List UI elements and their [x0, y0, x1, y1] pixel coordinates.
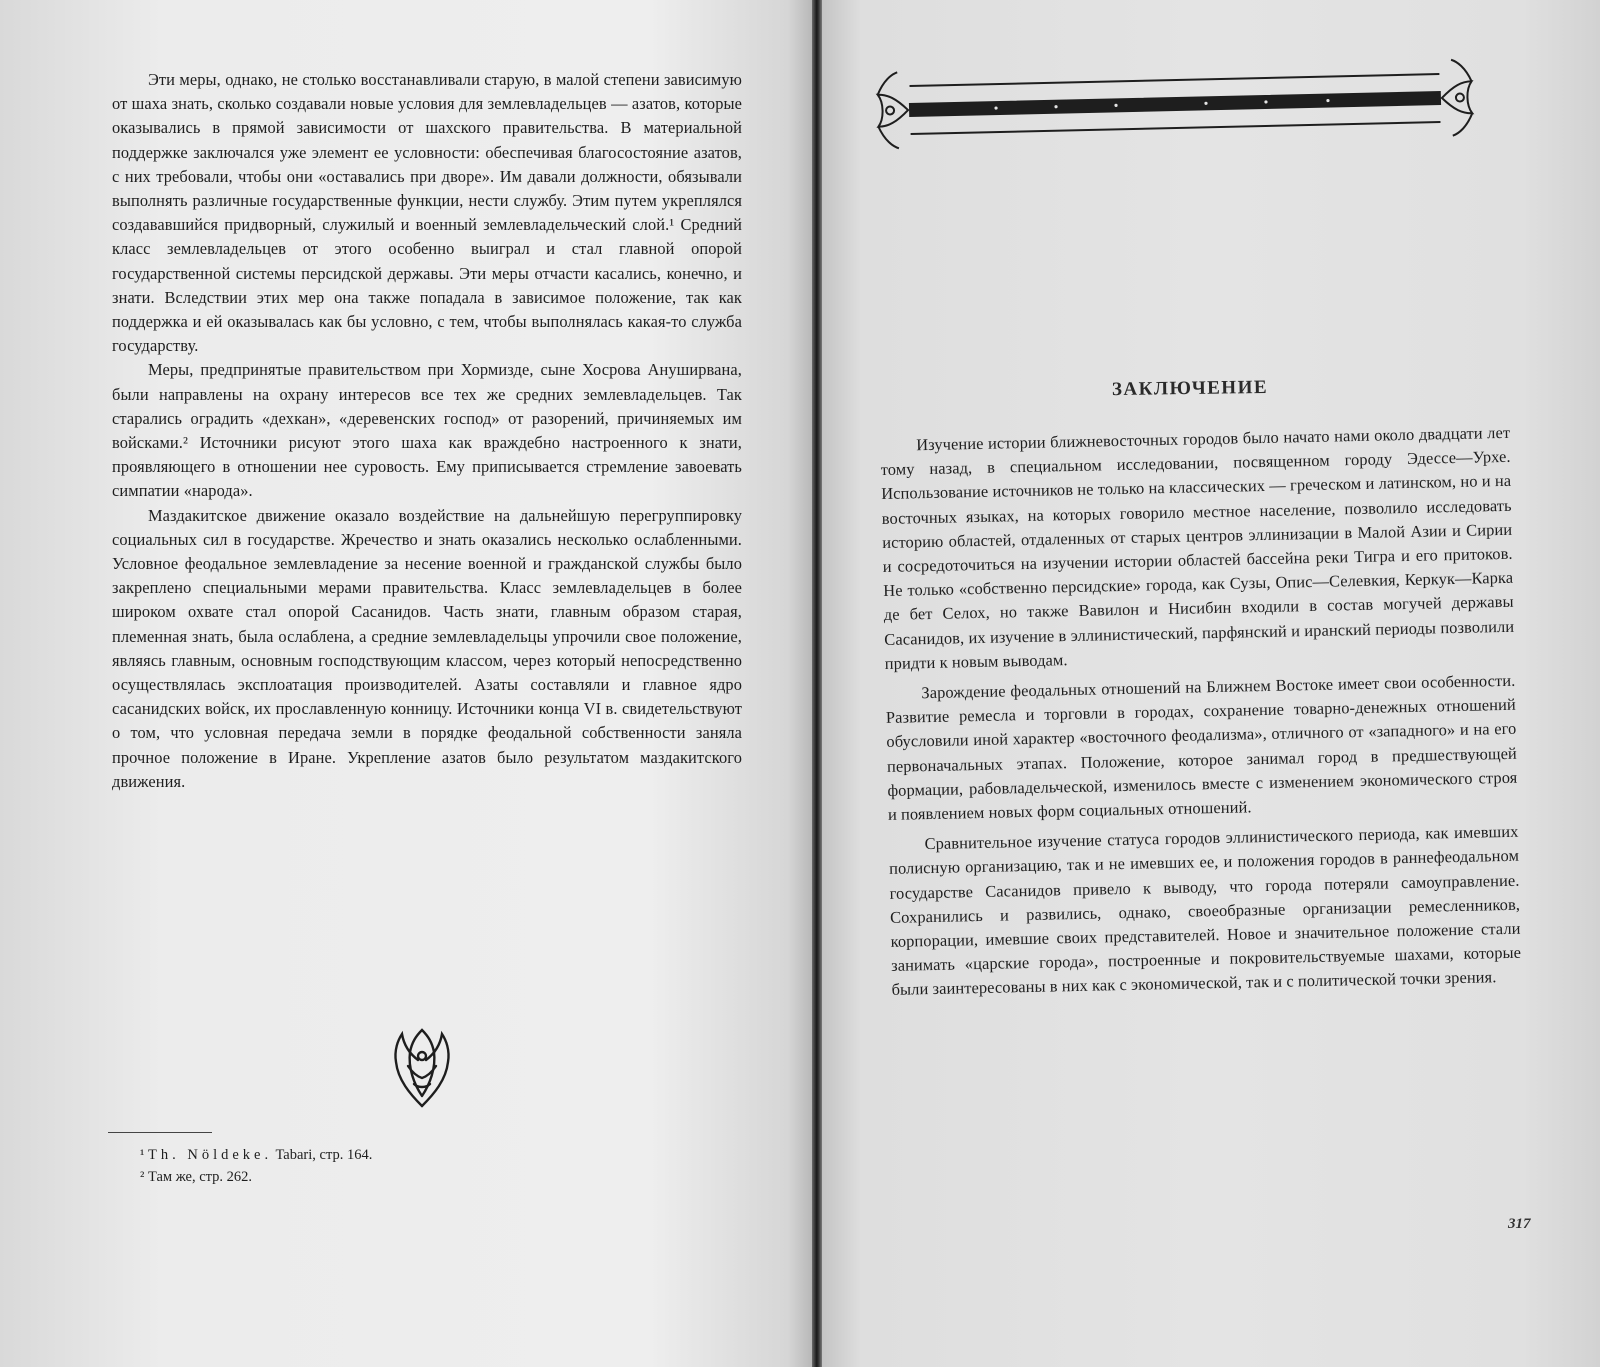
footnote-2-text: Там же, стр. 262.	[147, 1169, 253, 1185]
left-paragraph-1: Эти меры, однако, не столько восстанавливали старую, в малой степени зависимую от шаха знать, сколько создавали новые условия для землевладельцев — азатов, которые оказывались в прямой зависимости от шахского правительства. В материальной поддержке заключался уже элемент ее условности: обеспечивая благосостояние азатов, с них требовали, чтобы они «оставались при дворе». Им давали должности, обязывали выполнять различные государственные функции, нести службу. Этим путем укреплялся создававшийся придворный, служилый и военный землевладельческий слой.¹ Средний класс землевладельцев от этого особенно выиграл и стал главной опорой государственной системы персидской державы. Эти меры отчасти касались, конечно, и знати. Вследствии этих мер она также попадала в зависимое положение, так как поддержка и ей оказывалась как бы условно, с тем, чтобы выполнялась какая-то служба государству.	[112, 70, 742, 356]
chapter-title: ЗАКЛЮЧЕНИЕ	[1111, 376, 1269, 401]
footnote-1-text: Tabari, стр. 164.	[272, 1147, 373, 1163]
footnote-2	[140, 1166, 372, 1188]
book-gutter	[812, 0, 822, 1367]
footnotes	[140, 1144, 372, 1188]
footnote-divider	[108, 1132, 212, 1133]
footnote-1-author: Th. Nöldeke.	[147, 1147, 273, 1163]
footnote-1	[140, 1144, 372, 1166]
footnote-1-mark: ¹	[140, 1147, 145, 1163]
page-number: 317	[1508, 1216, 1531, 1232]
header-ornament-icon	[865, 51, 1487, 157]
footnote-2-mark: ²	[140, 1169, 145, 1185]
right-page-text	[880, 421, 1522, 1003]
left-paragraph-3: Маздакитское движение оказало воздействие на дальнейшую перегруппировку социальных сил в государстве. Жречество и знать оказались несколько ослабленными. Условное феодальное землевладение за несение военной и гражданской службы было закреплено специальными мерами правительства. Класс землевладельцев в более широком охвате стал опорой Сасанидов. Часть знати, главным образом старая, племенная знать, была ослаблена, а средние землевладельцы упрочили свое положение, являясь главным, основным господствующим классом, через который непосредственно осуществлялась эксплоатация производителей. Азаты составляли и главное ядро сасанидских войск, их прославленную конницу. Источники конца VI в. свидетельствуют о том, что условная передача земли в порядке феодальной собственности заняла прочное положение в Иране. Укрепление азатов было результатом маздакитского движения.	[112, 505, 742, 791]
chapter-heading	[1060, 376, 1320, 402]
left-page-text	[112, 68, 742, 794]
right-paragraph-1: Изучение истории ближневосточных городов было начато нами около двадцати лет тому назад, в специальном исследовании, посвященном городу Эдессе—Урхе. Использование источников не только на классических — греческом и латинском, но и на восточных языках, на которых говорило местное население, позволило исследовать историю областей, отдаленных от старых центров эллинизации в Малой Азии и Сирии и сосредоточиться на изучении истории областей бассейна реки Тигра и его притоков. Не только «собственно персидские» города, как Сузы, Опис—Селевкия, Керкук—Карка де бет Селох, но также Вавилон и Нисибин входили в состав могучей державы Сасанидов, их изучение в эллинистический, парфянский и иранский периоды позволили придти к новым выводам.	[880, 422, 1515, 673]
left-paragraph-2: Меры, предпринятые правительством при Хормизде, сыне Хосрова Ануширвана, были направлены на охрану интересов все тех же средних землевладельцев. Так старались оградить «дехкан», «деревенских господ» от разорений, причиняемых им войсками.² Источники рисуют этого шаха как враждебно настроенного к знати, проявляющего в отношении нее суровость. Ему приписывается стремление завоевать симпатии «народа».	[112, 360, 742, 501]
right-paragraph-2: Зарождение феодальных отношений на Ближнем Востоке имеет свои особенности. Развитие ремесла и торговли в городах, сохранение товарно-денежных отношений обусловили иной характер «восточного феодализма», отличного от «западного» и на его первоначальных этапах. Положение, которое занимал город в предшествующей формации, рабовладельческой, изменилось вместе с изменением экономического строя и появлением новых форм социальных отношений.	[885, 670, 1518, 824]
floral-ornament-icon	[388, 1026, 456, 1112]
right-paragraph-3: Сравнительное изучение статуса городов эллинистического периода, как имевших полисную организацию, так и не имевших ее, и положения городов в раннефеодальном государстве Сасанидов привело к выводу, что города потеряли самоуправление. Сохранились и развились, однако, своеобразные организации ремесленников, корпорации, имевшие своих представителей. Новое и значительное положение стали занимать «царские города», построенные и покровительствуемые шахами, которые были заинтересованы в них как с экономической, так и с политической точки зрения.	[888, 821, 1522, 1000]
